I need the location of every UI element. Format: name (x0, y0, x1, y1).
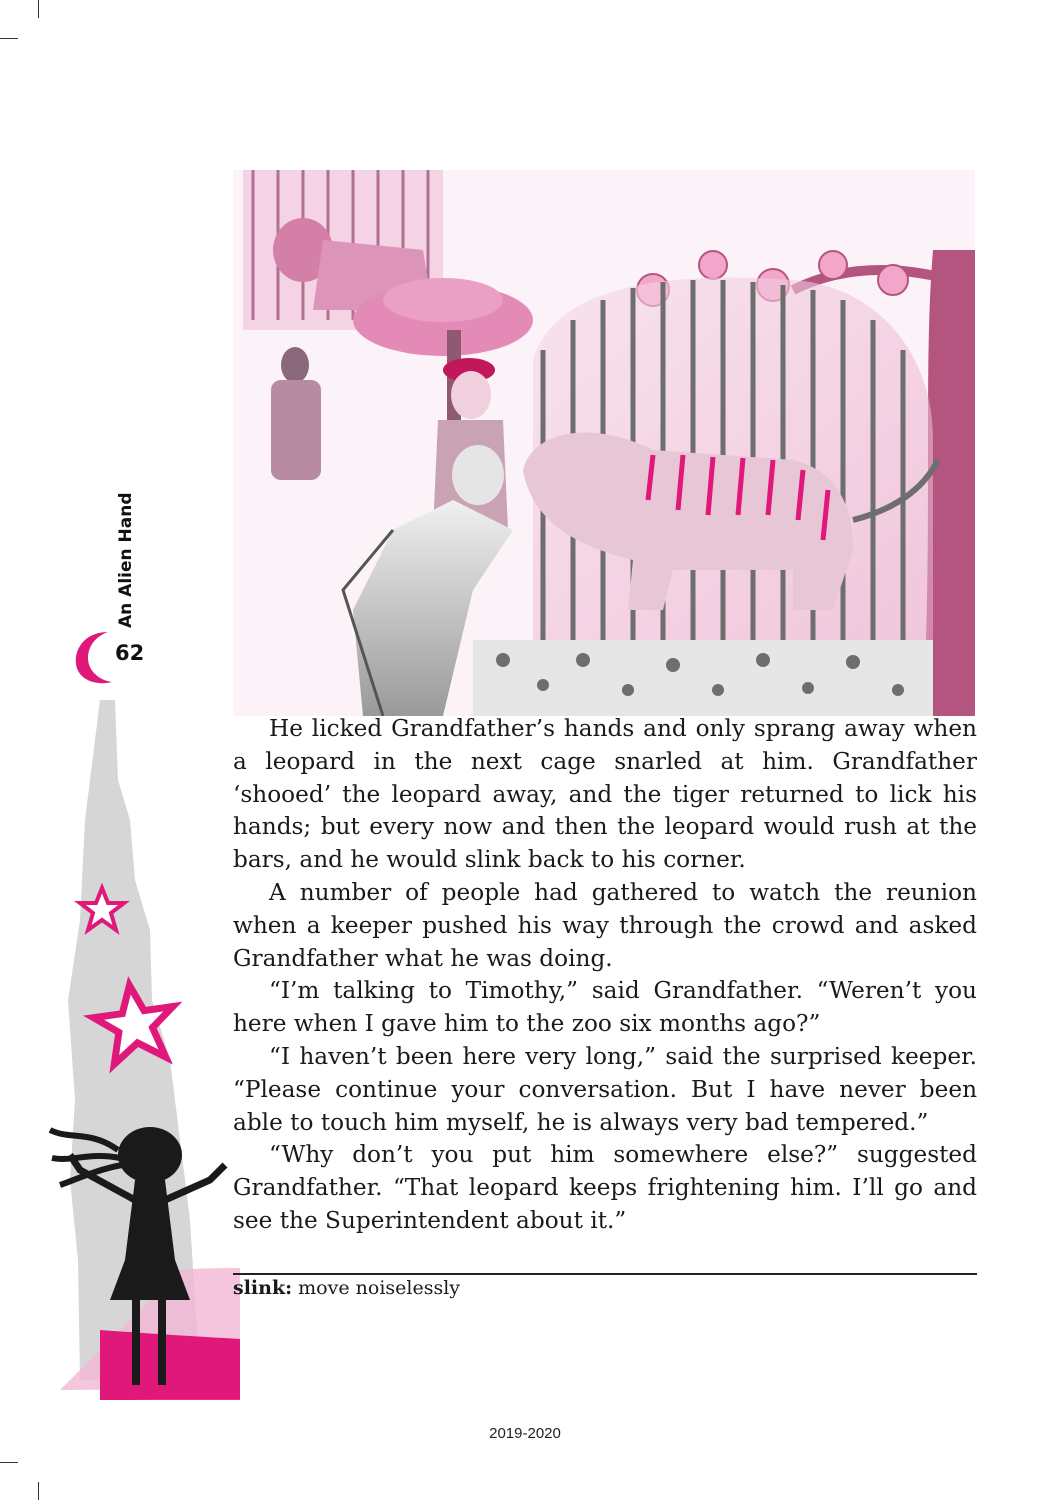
paragraph: “I’m talking to Timothy,” said Grandfather. “Weren’t you here when I gave him to the zoo six months ago?” (233, 977, 977, 1038)
paragraph: A number of people had gathered to watch the reunion when a keeper pushed his way through the crowd and asked Grandfather what he was doing. (233, 878, 977, 972)
paragraph: “Why don’t you put him somewhere else?” suggested Grandfather. “That leopard keeps frightening him. I’ll go and see the Superintendent about it.” (233, 1141, 977, 1234)
crop-mark (38, 1482, 39, 1500)
footnote (233, 1277, 460, 1299)
page-number: 62 (115, 641, 145, 665)
footnote-definition: move noiselessly (292, 1277, 461, 1299)
side-decoration (40, 700, 240, 1440)
zoo-tiger-illustration (233, 170, 975, 716)
crop-mark (38, 0, 39, 18)
footer-year: 2019-2020 (489, 1425, 561, 1442)
paragraph: “I haven’t been here very long,” said the surprised keeper. “Please continue your conversation. But I have never been able to touch him myself, he is always very bad tempered.” (233, 1042, 977, 1136)
footnote-divider (233, 1273, 977, 1275)
crop-mark (0, 38, 18, 39)
running-title (112, 492, 142, 630)
footnote-term: slink: (233, 1277, 293, 1299)
running-title-text: An Alien Hand (116, 492, 136, 628)
body-text (233, 713, 977, 1238)
crop-mark (0, 1462, 18, 1463)
paragraph: He licked Grandfather’s hands and only sprang away when a leopard in the next cage snarled at him. Grandfather ‘shooed’ the leopard away, and the tiger returned to lick his hands; but every now and then the leopard would rush at the bars, and he would slink back to his corner. (233, 715, 977, 874)
